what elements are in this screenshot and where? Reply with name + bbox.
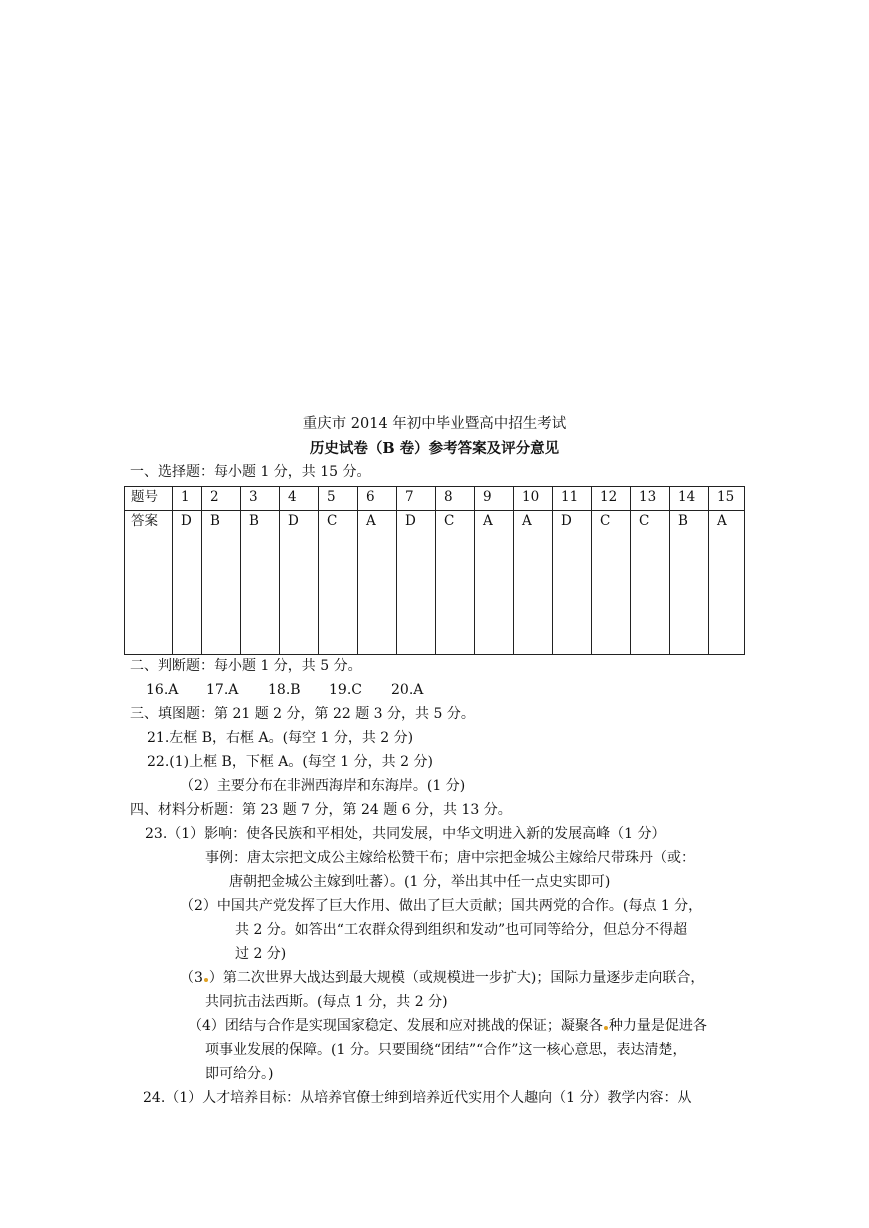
question-number: 12 — [592, 487, 631, 511]
mark-dot-icon — [604, 1026, 608, 1030]
q22-part1-answer: 22.(1)上框 B，下框 A。(每空 1 分，共 2 分) — [147, 754, 433, 770]
question-number-row — [125, 487, 745, 511]
judgement-answer: 20.A — [391, 682, 424, 698]
q23-part2-line2: 共 2 分。如答出“工农群众得到组织和发动”也可同等给分，但总分不得超 — [235, 922, 688, 938]
answer-cell: A — [358, 511, 397, 655]
question-number: 9 — [475, 487, 514, 511]
answer-cell: A — [514, 511, 553, 655]
answer-cell: D — [397, 511, 436, 655]
answer-cell: A — [709, 511, 745, 655]
question-number: 14 — [670, 487, 709, 511]
question-number: 10 — [514, 487, 553, 511]
q21-answer: 21.左框 B，右框 A。(每空 1 分，共 2 分) — [147, 730, 414, 746]
answer-cell: B — [202, 511, 241, 655]
answer-cell: D — [553, 511, 592, 655]
question-number: 8 — [436, 487, 475, 511]
q23-part2-line3: 过 2 分) — [235, 946, 287, 962]
mark-dot-icon — [204, 978, 208, 982]
judgement-answer: 16.A — [146, 682, 179, 698]
q23-part1-line2: 事例：唐太宗把文成公主嫁给松赞干布；唐中宗把金城公主嫁给尺带珠丹（或： — [205, 850, 695, 866]
judgement-answer: 18.B — [268, 682, 301, 698]
answer-cell: D — [173, 511, 202, 655]
section3-heading: 三、填图题：第 21 题 2 分，第 22 题 3 分，共 5 分。 — [130, 706, 475, 722]
question-number: 15 — [709, 487, 745, 511]
question-number: 13 — [631, 487, 670, 511]
answer-cell: D — [280, 511, 319, 655]
document-title: 重庆市 2014 年初中毕业暨高中招生考试 — [302, 416, 567, 432]
answer-cell: B — [241, 511, 280, 655]
section1-heading: 一、选择题：每小题 1 分，共 15 分。 — [130, 464, 371, 480]
q23-part2-line1: （2）中国共产党发挥了巨大作用、做出了巨大贡献；国共两党的合作。(每点 1 分， — [180, 898, 703, 914]
section4-heading: 四、材料分析题：第 23 题 7 分，第 24 题 6 分，共 13 分。 — [130, 802, 512, 818]
answer-cell: C — [631, 511, 670, 655]
question-number: 6 — [358, 487, 397, 511]
q23-part4-line3: 即可给分。) — [205, 1066, 274, 1082]
question-number: 1 — [173, 487, 202, 511]
question-number: 3 — [241, 487, 280, 511]
answer-cell: B — [670, 511, 709, 655]
answer-cell: A — [475, 511, 514, 655]
question-number: 11 — [553, 487, 592, 511]
row-label: 题号 — [125, 487, 173, 511]
row-label: 答案 — [125, 511, 173, 655]
judgement-answers — [146, 683, 423, 697]
q23-part4-line1 — [188, 1019, 707, 1033]
question-number: 4 — [280, 487, 319, 511]
q23-part4-text-b: 种力量是促进各 — [608, 1018, 707, 1034]
question-number: 2 — [202, 487, 241, 511]
answer-table — [124, 486, 745, 655]
q23-part3-text: ）第二次世界大战达到最大规模（或规模进一步扩大)；国际力量逐步走向联合， — [208, 970, 705, 986]
question-number: 7 — [397, 487, 436, 511]
judgement-answer: 19.C — [329, 682, 362, 698]
q23-part3-line2: 共同抗击法西斯。(每点 1 分，共 2 分) — [205, 994, 448, 1010]
question-number: 5 — [319, 487, 358, 511]
answer-cell: C — [436, 511, 475, 655]
q23-part4-line2: 项事业发展的保障。(1 分。只要围绕“团结”“合作”这一核心意思，表达清楚， — [205, 1042, 687, 1058]
q23-part1-line3: 唐朝把金城公主嫁到吐蕃）。(1 分，举出其中任一点史实即可) — [229, 874, 611, 890]
judgement-answer: 17.A — [206, 682, 239, 698]
answer-row — [125, 511, 745, 655]
q23-part3-line1 — [180, 971, 704, 985]
q23-part3-prefix: （3 — [180, 970, 203, 986]
q23-part4-text-a: （4）团结与合作是实现国家稳定、发展和应对挑战的保证；凝聚各 — [188, 1018, 603, 1034]
document-subtitle: 历史试卷（B 卷）参考答案及评分意见 — [309, 440, 560, 457]
answer-cell: C — [592, 511, 631, 655]
q23-part1-line1: 23.（1）影响：使各民族和平相处，共同发展，中华文明进入新的发展高峰（1 分） — [145, 826, 666, 842]
answer-cell: C — [319, 511, 358, 655]
section2-heading: 二、判断题：每小题 1 分，共 5 分。 — [130, 658, 362, 674]
q24-part1-line1: 24.（1）人才培养目标：从培养官僚士绅到培养近代实用个人趣向（1 分）教学内容：从 — [143, 1090, 692, 1106]
q22-part2-answer: （2）主要分布在非洲西海岸和东海岸。(1 分) — [180, 778, 466, 794]
